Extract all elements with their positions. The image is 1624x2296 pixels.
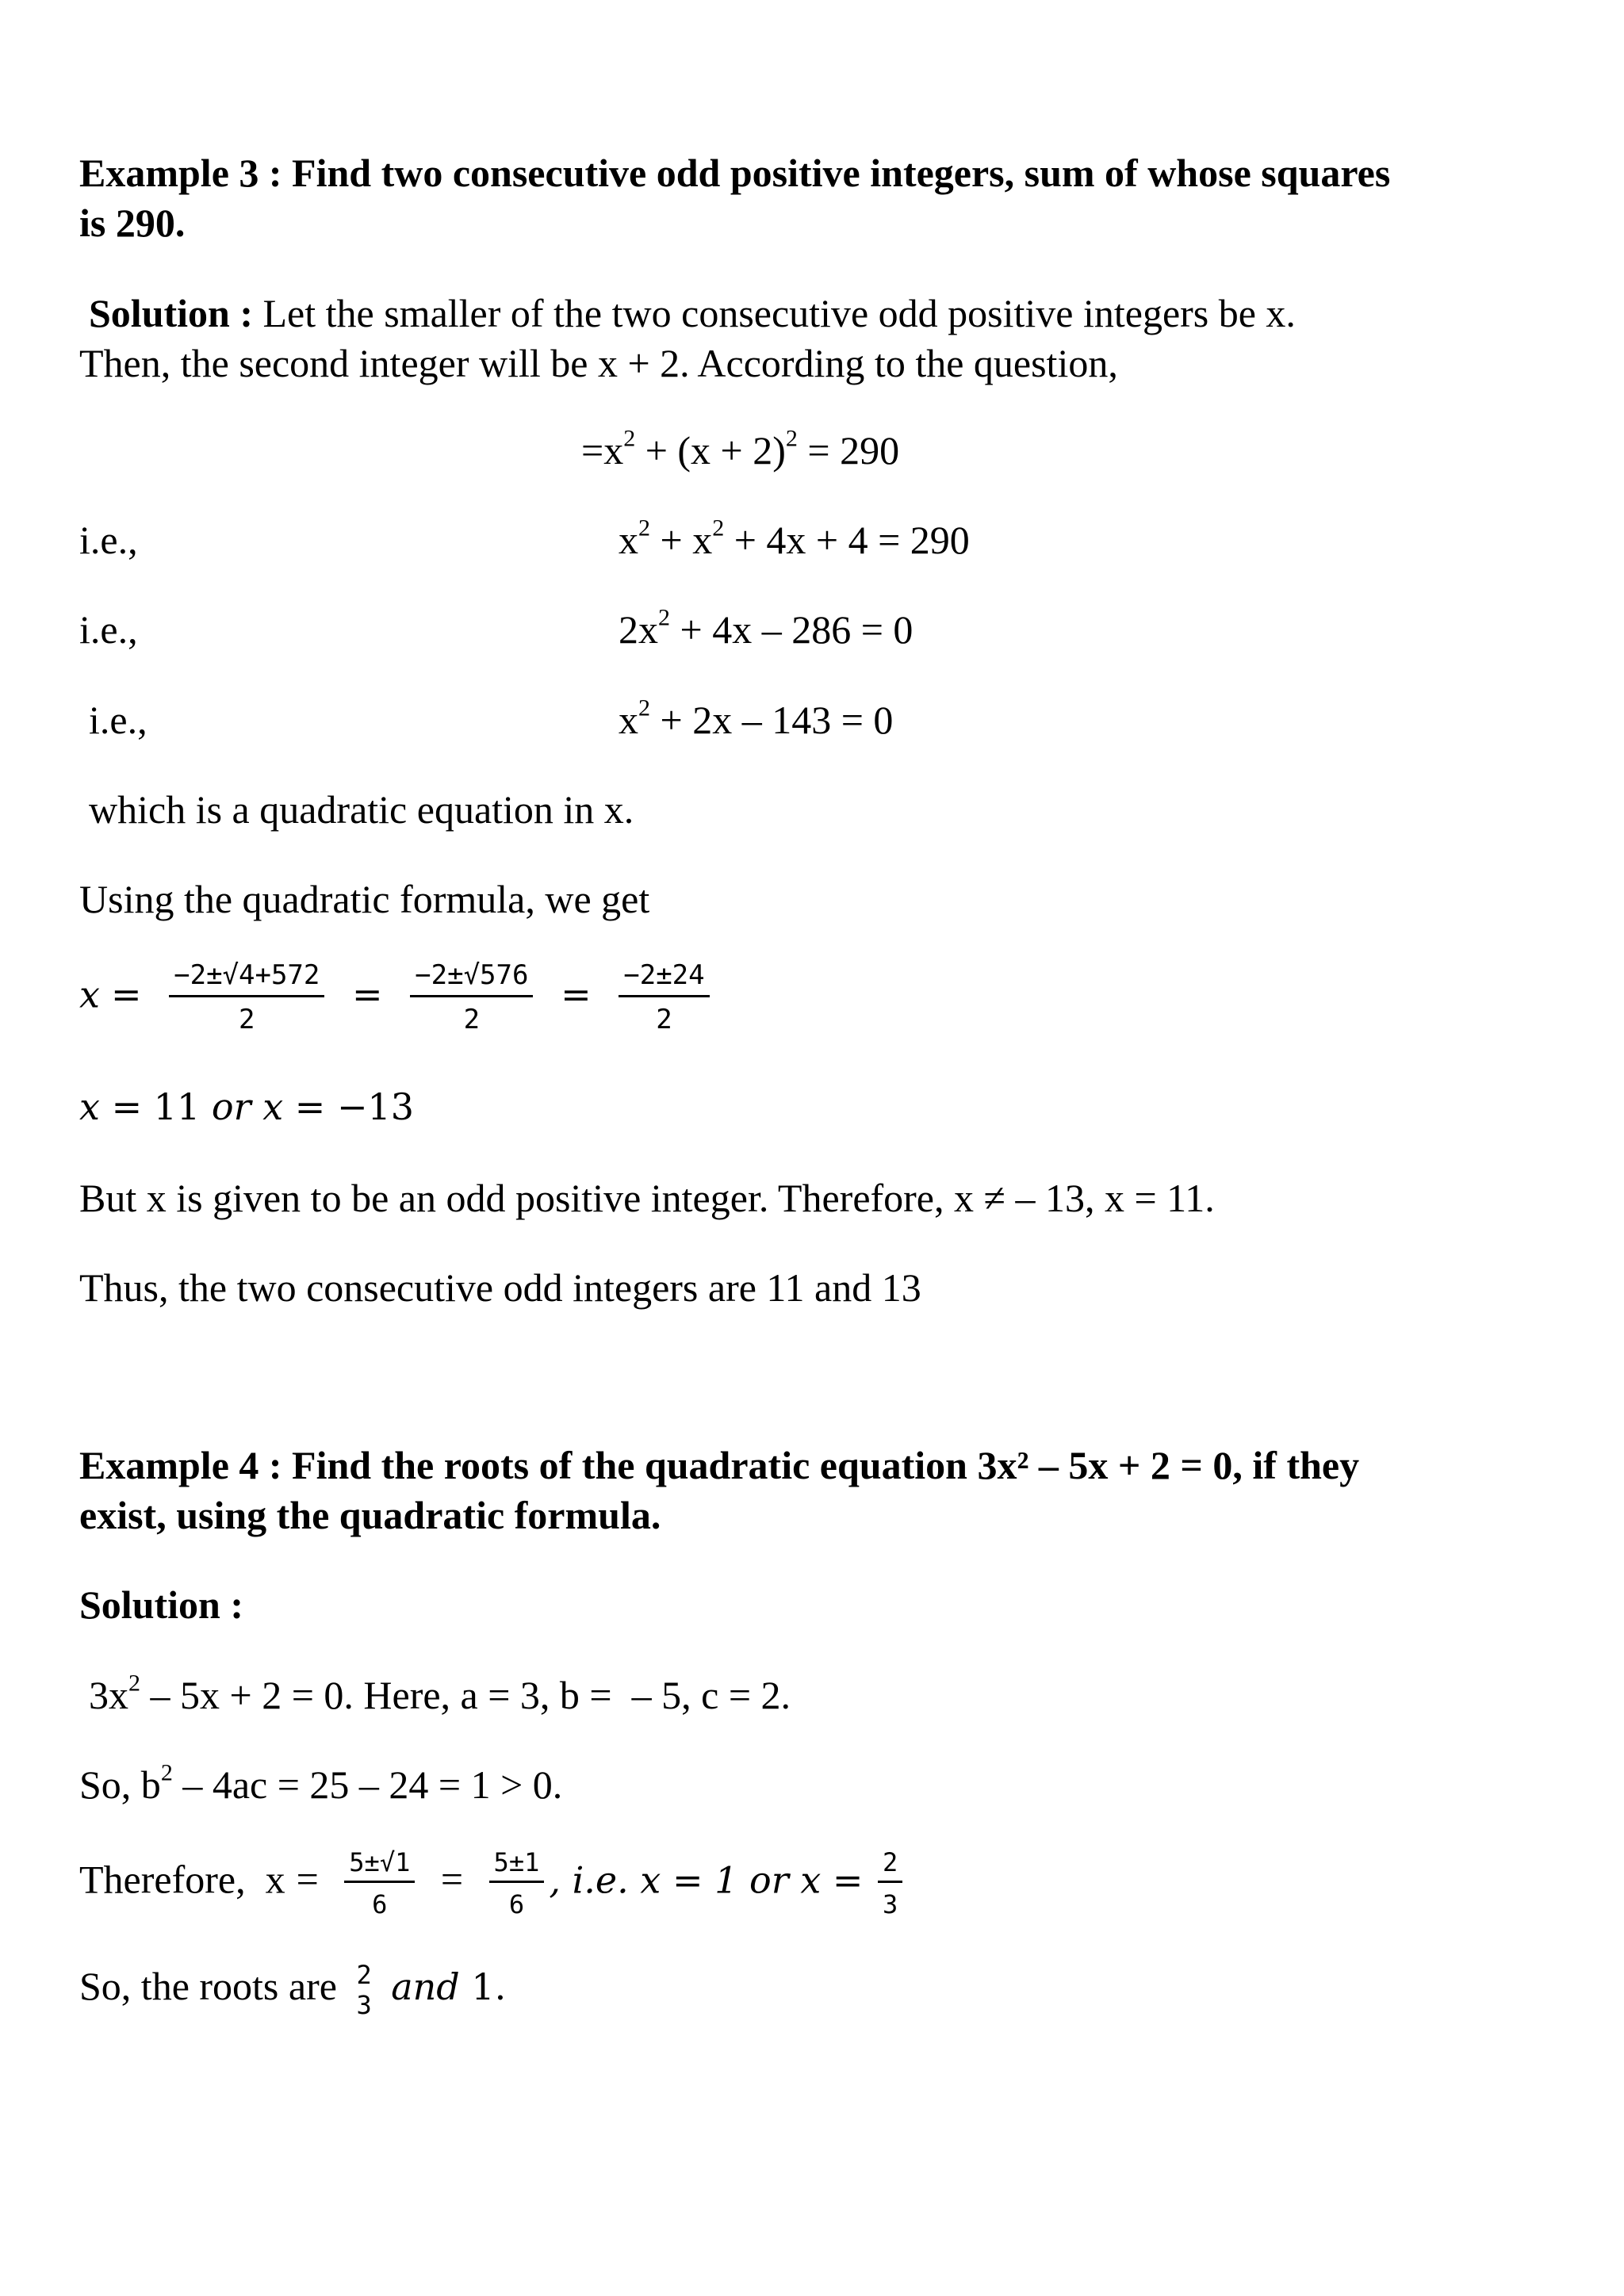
example3-heading-line1: Example 3 : Find two consecutive odd positive integers, sum of whose squares <box>79 151 1391 195</box>
final-answer-line: Thus, the two consecutive odd integers are 11 and 13 <box>79 1265 921 1310</box>
quadratic-formula-line: x = $\frac{-2\pm√4+572}{2}$ = $\frac{-2\pm√576}{2}$ = $\frac{-2\pm 24}{2}$ <box>79 959 714 1036</box>
quadratic-note: which is a quadratic equation in x. <box>89 787 634 832</box>
fraction-3: $\frac{-2\pm 24}{2}$ <box>619 959 709 1036</box>
example3-solution-line1 <box>89 291 1296 337</box>
fraction-1: $\frac{-2\pm√4+572}{2}$ <box>169 959 324 1036</box>
given-coefficients-line: $3x^2 - 5x + 2 = 0$. Here, a = 3, b = – 5, c = 2. <box>89 1670 791 1717</box>
fraction-5: $\frac{5\pm 1}{6}$ <box>489 1847 545 1920</box>
formula-intro: Using the quadratic formula, we get <box>79 877 650 921</box>
discriminant-line: So, $b^2 - 4ac = 25 - 24 = 1 > 0$. <box>79 1759 563 1807</box>
ie-label-1: i.e., <box>79 518 138 562</box>
therefore-line: Therefore, x = $\frac{5\pm√1}{6}$ = $\frac{5\pm 1}{6}$ , i.e. x = 1 or x = $\frac{2}{3}$ <box>79 1847 907 1920</box>
roots-answer-line: So, the roots are 2 3 and 1. <box>79 1960 507 2021</box>
roots-line: x = 11 or x = −13 <box>79 1085 415 1128</box>
example4-heading-line1: Example 4 : Find the roots of the quadratic equation 3x² – 5x + 2 = 0, if they <box>79 1443 1360 1487</box>
example4-solution-label: Solution : <box>79 1582 244 1627</box>
equation-1: $=x^2 + (x + 2)^2 = 290$ <box>581 425 900 473</box>
fraction-7: 2 3 <box>356 1960 372 2021</box>
solution-label: Solution : <box>89 291 254 335</box>
equation-2: $x^2 + x^2 + 4x + 4 = 290$ <box>619 515 970 562</box>
equation-3: $2x^2 + 4x - 286 = 0$ <box>619 604 914 652</box>
solution-text: Let the smaller of the two consecutive odd positive integers be x. <box>253 291 1296 335</box>
example4-heading-line2: exist, using the quadratic formula. <box>79 1493 661 1537</box>
fraction-6: $\frac{2}{3}$ <box>878 1847 902 1920</box>
example3-solution-line2: Then, the second integer will be x + 2. According to the question, <box>79 341 1118 385</box>
ie-label-2: i.e., <box>79 607 138 652</box>
fraction-2: $\frac{-2\pm√576}{2}$ <box>410 959 533 1036</box>
ie-label-3: i.e., <box>89 698 147 742</box>
conclusion-line: But x is given to be an odd positive integer. Therefore, x ≠ – 13, x = 11. <box>79 1176 1215 1220</box>
fraction-4: $\frac{5\pm√1}{6}$ <box>344 1847 415 1920</box>
example3-heading-line2: is 290. <box>79 201 186 245</box>
equation-4: $x^2 + 2x - 143 = 0$ <box>619 695 894 742</box>
